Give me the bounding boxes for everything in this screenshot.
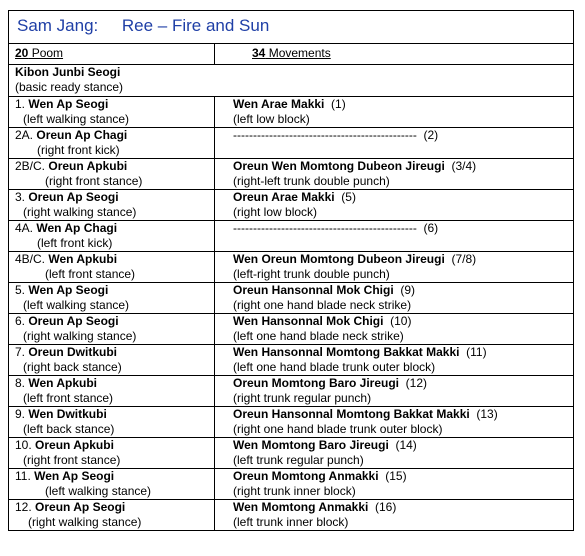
technique-count: (1) [324, 97, 346, 111]
stance-description: (right front stance) [45, 174, 143, 188]
stance-name: Wen Ap Chagi [36, 221, 118, 235]
technique-count: (7/8) [444, 252, 477, 266]
poom-count: 20 [15, 46, 29, 60]
stance-line [15, 159, 214, 174]
stance-description: (left back stance) [23, 422, 115, 436]
stance-name: Oreun Dwitkubi [28, 345, 118, 359]
technique-count: (9) [393, 283, 416, 297]
technique-description: (left trunk regular punch) [233, 453, 364, 467]
title-row [9, 11, 574, 44]
technique-cell [215, 128, 574, 159]
technique-count: ---------------------------------------------- (6) [233, 221, 439, 235]
movements-info [252, 46, 331, 60]
technique-cell [215, 283, 574, 314]
technique-line [233, 500, 573, 515]
technique-cell [215, 345, 574, 376]
stance-description: (left walking stance) [23, 112, 130, 126]
form-sheet [8, 10, 573, 531]
movement-number: 10. [15, 438, 36, 452]
technique-description: (left low block) [233, 112, 310, 126]
ready-cell [9, 65, 574, 97]
title-cell [9, 11, 574, 44]
technique-cell [215, 252, 574, 283]
stance-name: Wen Ap Seogi [34, 469, 115, 483]
stance-cell [9, 345, 215, 376]
stance-name: Oreun Apkubi [48, 159, 128, 173]
technique-description: (right one hand blade neck strike) [233, 298, 412, 312]
technique-description: (left-right trunk double punch) [233, 267, 390, 281]
technique-description: (right low block) [233, 205, 318, 219]
technique-cell [215, 469, 574, 500]
technique-cell [215, 376, 574, 407]
stance-name: Oreun Apkubi [35, 438, 114, 452]
stance-line [15, 345, 214, 360]
movement-number: 4B/C. [15, 252, 49, 266]
stance-description: (right walking stance) [23, 205, 137, 219]
technique-name: Wen Momtong Anmakki [233, 500, 369, 514]
stance-description: (right walking stance) [28, 515, 142, 529]
stance-description: (right front stance) [23, 453, 121, 467]
movement-row [9, 407, 574, 438]
technique-description: (right trunk inner block) [233, 484, 356, 498]
stance-name: Wen Ap Seogi [28, 97, 109, 111]
stance-line [15, 407, 214, 422]
stance-line [15, 190, 214, 205]
technique-name: Oreun Hansonnal Momtong Bakkat Makki [233, 407, 470, 421]
stance-line [15, 97, 214, 112]
stance-name: Oreun Ap Seogi [28, 314, 119, 328]
technique-description: (right one hand blade trunk outer block) [233, 422, 443, 436]
movement-label: Movements [265, 46, 331, 60]
stance-description: (left front stance) [45, 267, 136, 281]
stance-cell [9, 407, 215, 438]
ready-stance-desc: (basic ready stance) [15, 80, 124, 94]
technique-description: (right trunk regular punch) [233, 391, 372, 405]
technique-count: (15) [378, 469, 407, 483]
technique-line [233, 345, 573, 360]
stance-name: Wen Apkubi [48, 252, 118, 266]
movement-number: 12. [15, 500, 36, 514]
movement-row [9, 159, 574, 190]
movement-number: 9. [15, 407, 29, 421]
technique-name: Oreun Arae Makki [233, 190, 335, 204]
technique-name: Wen Oreun Momtong Dubeon Jireugi [233, 252, 445, 266]
stance-cell [9, 438, 215, 469]
movement-row [9, 128, 574, 159]
technique-cell [215, 97, 574, 128]
stance-cell [9, 190, 215, 221]
technique-cell [215, 438, 574, 469]
technique-count: (12) [399, 376, 428, 390]
technique-name: Oreun Wen Momtong Dubeon Jireugi [233, 159, 445, 173]
technique-description: (left one hand blade neck strike) [233, 329, 404, 343]
stance-name: Oreun Ap Chagi [36, 128, 128, 142]
movement-count: 34 [252, 46, 266, 60]
movement-number: 2B/C. [15, 159, 49, 173]
stance-description: (left walking stance) [23, 298, 130, 312]
technique-name: Wen Momtong Baro Jireugi [233, 438, 389, 452]
movement-row [9, 252, 574, 283]
movement-number: 8. [15, 376, 29, 390]
movement-number: 4A. [15, 221, 37, 235]
stance-cell [9, 252, 215, 283]
technique-name: Wen Hansonnal Mok Chigi [233, 314, 384, 328]
stance-cell [9, 128, 215, 159]
technique-cell [215, 407, 574, 438]
technique-cell [215, 500, 574, 531]
movement-number: 2A. [15, 128, 37, 142]
movement-row [9, 190, 574, 221]
movement-row [9, 314, 574, 345]
technique-line [233, 283, 573, 298]
stance-line [15, 500, 214, 515]
movement-number: 5. [15, 283, 29, 297]
stance-line [15, 252, 214, 267]
technique-cell [215, 314, 574, 345]
technique-count: (13) [469, 407, 498, 421]
form-table [8, 10, 574, 531]
technique-line [233, 314, 573, 329]
technique-count: (5) [334, 190, 356, 204]
stance-cell [9, 500, 215, 531]
technique-count: (10) [383, 314, 412, 328]
technique-line [233, 190, 573, 205]
stance-line [15, 221, 214, 236]
technique-name: Wen Arae Makki [233, 97, 325, 111]
movement-row [9, 345, 574, 376]
stance-name: Oreun Ap Seogi [28, 190, 119, 204]
technique-line [233, 159, 573, 174]
technique-name: Oreun Momtong Baro Jireugi [233, 376, 400, 390]
movement-row [9, 221, 574, 252]
technique-description: (left one hand blade trunk outer block) [233, 360, 436, 374]
movement-row [9, 438, 574, 469]
technique-cell [215, 190, 574, 221]
stance-cell [9, 159, 215, 190]
technique-line [233, 469, 573, 484]
technique-line [233, 376, 573, 391]
stance-name: Wen Ap Seogi [28, 283, 109, 297]
movement-row [9, 469, 574, 500]
technique-name: Wen Hansonnal Momtong Bakkat Makki [233, 345, 460, 359]
movements-cell [215, 44, 574, 65]
technique-count: (14) [388, 438, 417, 452]
ready-row [9, 65, 574, 97]
stance-cell [9, 376, 215, 407]
stance-name: Wen Apkubi [28, 376, 98, 390]
stance-description: (right back stance) [23, 360, 122, 374]
movement-number: 1. [15, 97, 29, 111]
stance-name: Wen Dwitkubi [28, 407, 107, 421]
stance-description: (left walking stance) [45, 484, 152, 498]
technique-line [233, 97, 573, 112]
count-row [9, 44, 574, 65]
movement-number: 7. [15, 345, 29, 359]
movement-number: 11. [15, 469, 35, 483]
stance-description: (left front stance) [23, 391, 114, 405]
form-title: Sam Jang: Ree – Fire and Sun [17, 16, 270, 35]
stance-line [15, 128, 214, 143]
technique-description: (right-left trunk double punch) [233, 174, 390, 188]
technique-count: (11) [459, 345, 487, 359]
stance-cell [9, 283, 215, 314]
ready-stance-name: Kibon Junbi Seogi [15, 65, 121, 79]
poom-label: Poom [28, 46, 64, 60]
movement-row [9, 376, 574, 407]
stance-cell [9, 469, 215, 500]
stance-name: Oreun Ap Seogi [35, 500, 126, 514]
movement-row [9, 97, 574, 128]
stance-line [15, 438, 214, 453]
movement-row [9, 500, 574, 531]
technique-description: (left trunk inner block) [233, 515, 349, 529]
form-table-body [9, 11, 574, 531]
stance-line [15, 314, 214, 329]
technique-name: Oreun Hansonnal Mok Chigi [233, 283, 394, 297]
technique-count: (16) [368, 500, 397, 514]
movement-row [9, 283, 574, 314]
stance-cell [9, 221, 215, 252]
movement-number: 3. [15, 190, 29, 204]
technique-cell [215, 221, 574, 252]
stance-line [15, 469, 214, 484]
technique-line [233, 221, 573, 236]
technique-cell [215, 159, 574, 190]
technique-count: ---------------------------------------------- (2) [233, 128, 439, 142]
stance-description: (left front kick) [37, 236, 113, 250]
stance-line [15, 376, 214, 391]
technique-line [233, 128, 573, 143]
technique-count: (3/4) [444, 159, 477, 173]
stance-cell [9, 314, 215, 345]
technique-line [233, 407, 573, 422]
stance-description: (right walking stance) [23, 329, 137, 343]
poom-cell [9, 44, 215, 65]
stance-description: (right front kick) [37, 143, 120, 157]
technique-name: Oreun Momtong Anmakki [233, 469, 379, 483]
movement-number: 6. [15, 314, 29, 328]
stance-line [15, 283, 214, 298]
poom-info [15, 46, 63, 60]
technique-line [233, 252, 573, 267]
technique-line [233, 438, 573, 453]
stance-cell [9, 97, 215, 128]
